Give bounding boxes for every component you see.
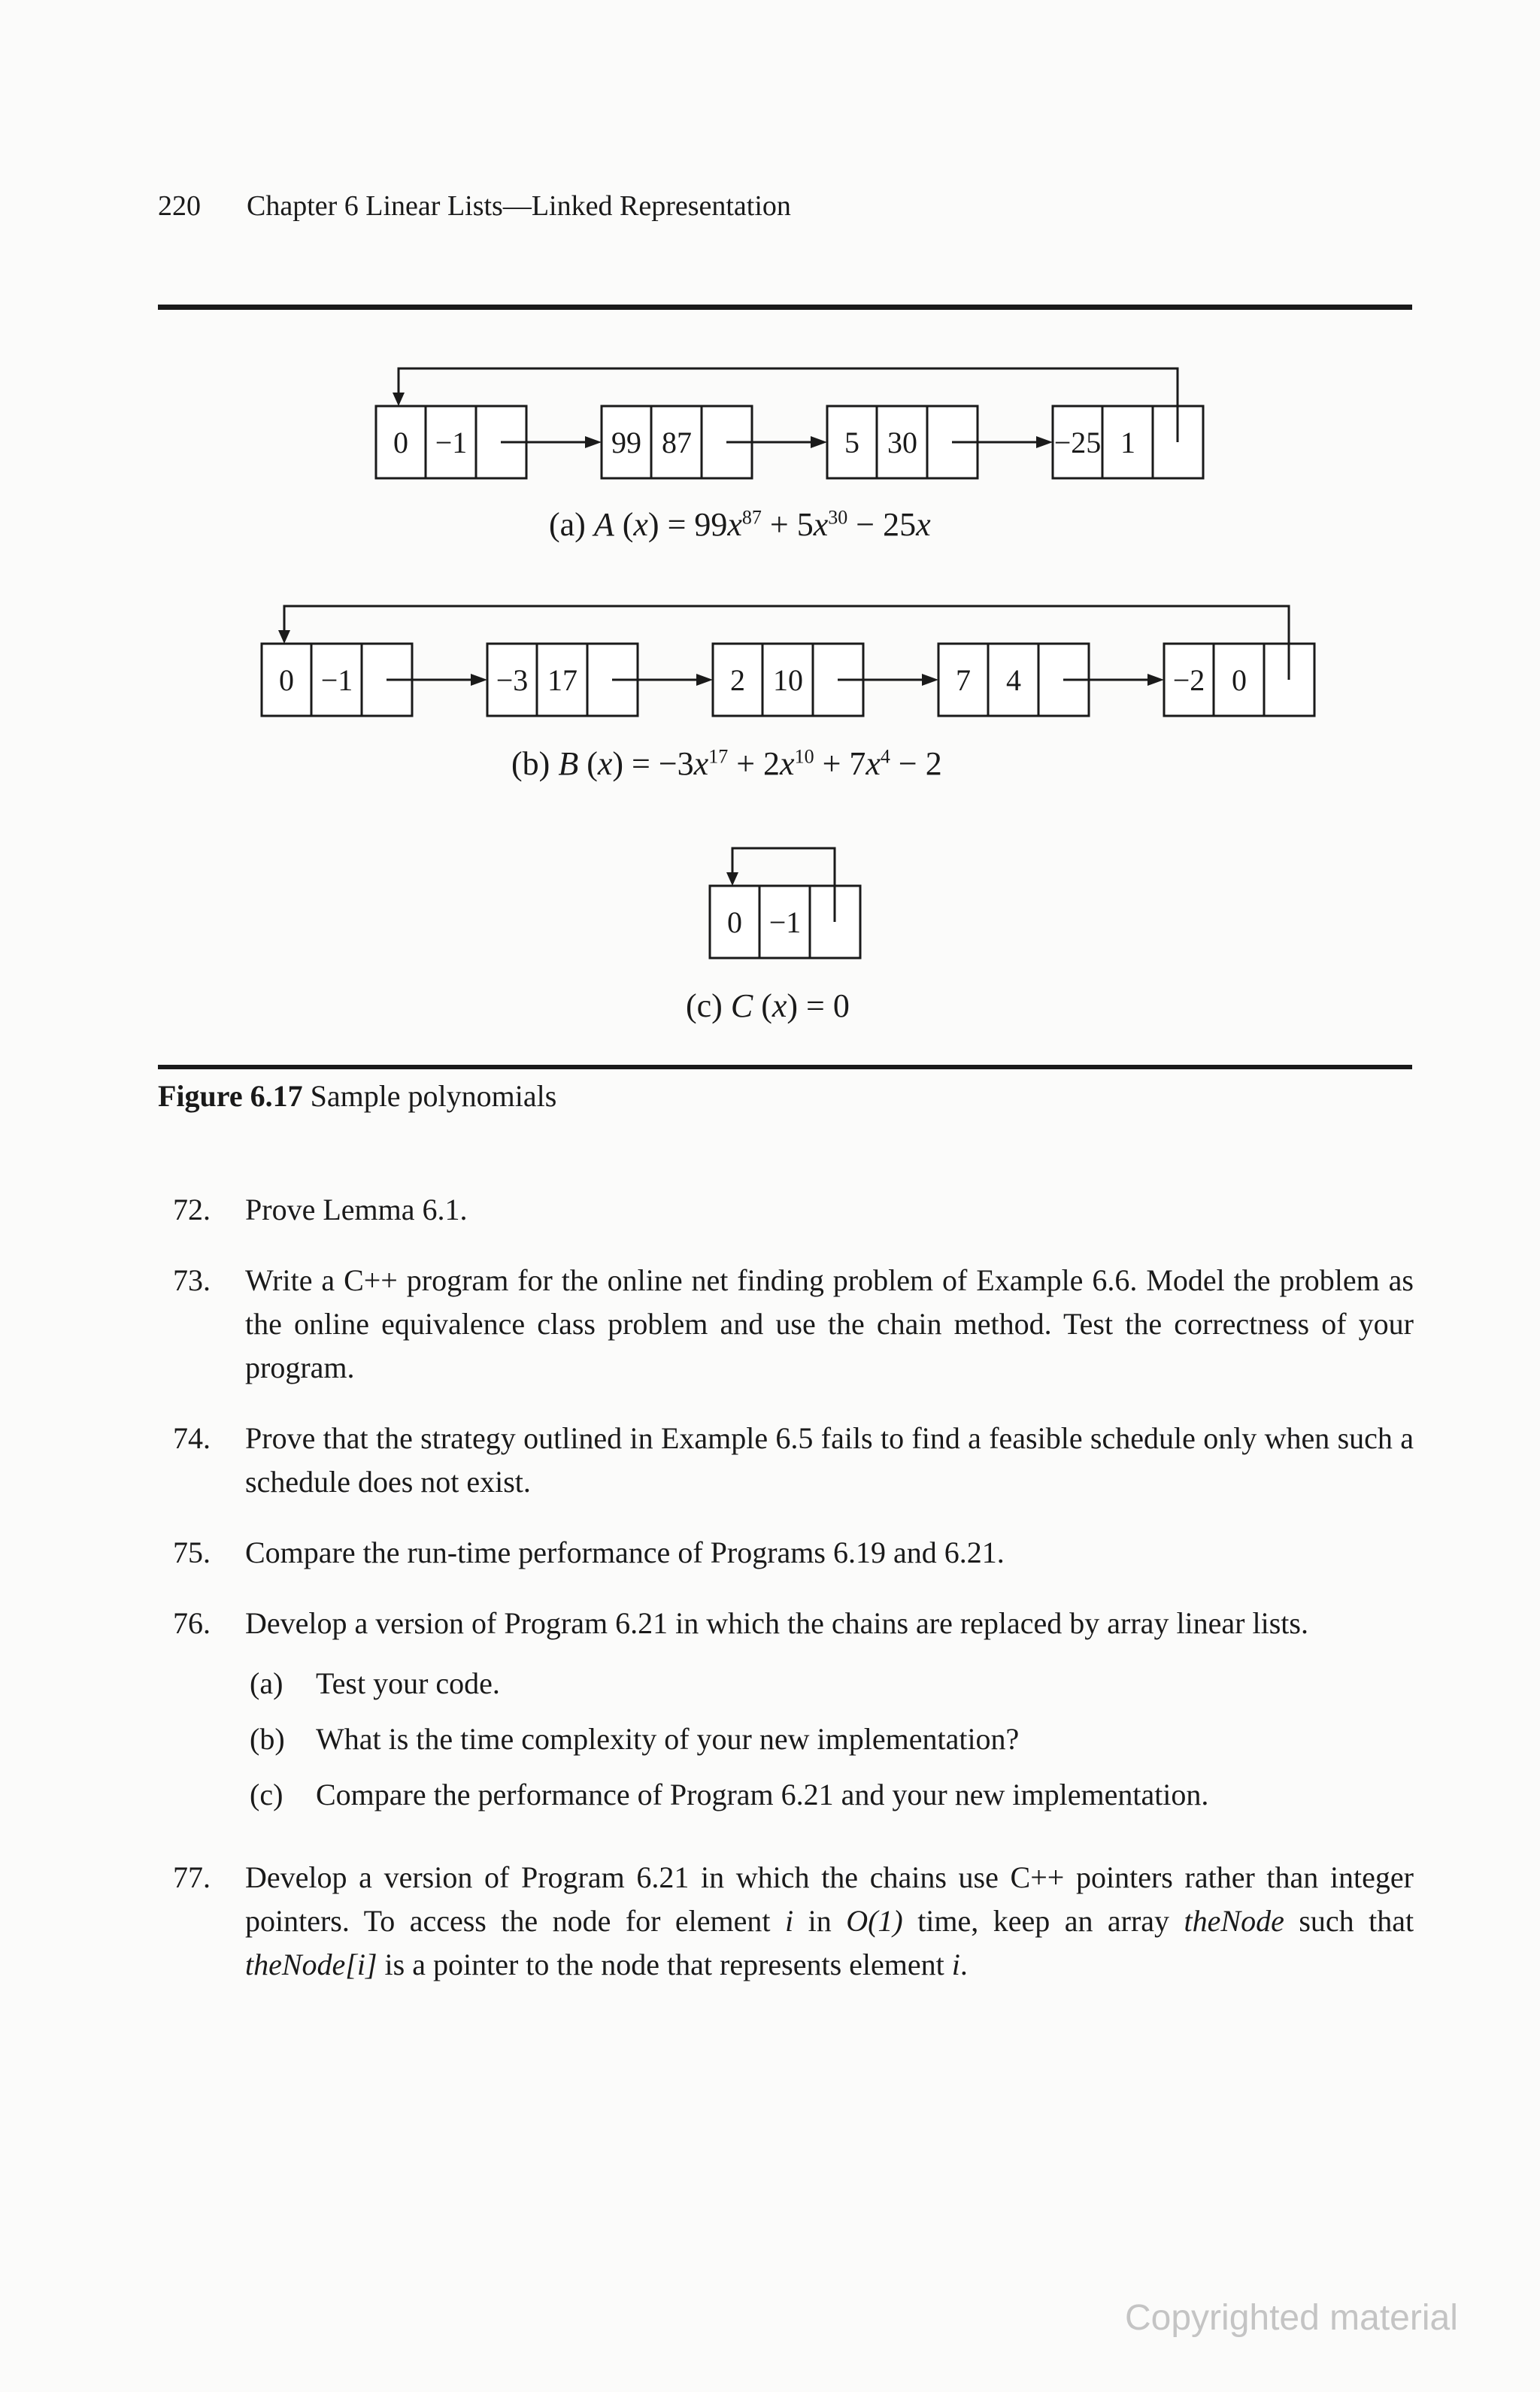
- list-b-node-2-coef: 2: [730, 663, 745, 697]
- caption-c-fn: C: [730, 987, 753, 1024]
- caption-b: (b) B $(x) = -3x^{17} + 2x^{10} + 7x^4 - 2$: [511, 745, 942, 782]
- list-a-node-3-coef: −25: [1053, 426, 1102, 459]
- list-a-node-0-exp: −1: [435, 426, 468, 459]
- list-b: [262, 606, 1314, 716]
- figure-title: Sample polynomials: [310, 1079, 557, 1113]
- caption-b-prefix: (b): [511, 745, 550, 782]
- exercise-76: [173, 1602, 1414, 1829]
- part-label: (c): [250, 1778, 283, 1811]
- figure-bottom-rule: [158, 1065, 1412, 1069]
- running-title: Chapter 6 Linear Lists—Linked Representation: [247, 190, 791, 222]
- exercise-72: [173, 1188, 1414, 1232]
- list-a-node-1-exp: 87: [662, 426, 692, 459]
- exercise-text: Write a C++ program for the online net finding problem of Example 6.6. Model the problem as the online equivalence class problem and use the chain method. Test the correctness of your program.: [245, 1263, 1414, 1384]
- exercise-number: 75.: [173, 1536, 211, 1569]
- exercise-text: Develop a version of Program 6.21 in which the chains use C++ pointers rather than integer pointers. To access the node for element i in O(1) time, keep an array theNode such that theNode[i] is a pointer to the node that represents element i.: [245, 1860, 1414, 1981]
- exercise-part-c: [245, 1773, 1414, 1817]
- list-a-node-0-coef: 0: [393, 426, 408, 459]
- figure-label: Figure 6.17: [158, 1079, 303, 1113]
- caption-c-prefix: (c): [686, 987, 723, 1024]
- list-b-node-2-exp: 10: [773, 663, 803, 697]
- exercise-text: Develop a version of Program 6.21 in which the chains are replaced by array linear lists.: [245, 1606, 1308, 1640]
- copyright-watermark: Copyrighted material: [1125, 2298, 1458, 2338]
- exercise-number: 77.: [173, 1860, 211, 1894]
- exercise-part-a: [245, 1662, 1414, 1705]
- exercise-text: Compare the run-time performance of Programs 6.19 and 6.21.: [245, 1536, 1005, 1569]
- caption-a-prefix: (a): [549, 506, 586, 543]
- list-c-node-0-coef: 0: [727, 905, 742, 939]
- part-text: Compare the performance of Program 6.21 and your new implementation.: [316, 1778, 1209, 1811]
- list-b-node-1-coef: −3: [496, 663, 529, 697]
- exercise-body: [245, 1602, 1414, 1829]
- list-b-node-4-exp: 0: [1232, 663, 1247, 697]
- caption-a: (a) A $(x) = 99x^{87} + 5x^{30} - 25x$: [549, 506, 931, 543]
- caption-b-fn: B: [558, 745, 579, 782]
- figure-caption: [158, 1078, 556, 1114]
- exercise-77: [173, 1856, 1414, 1987]
- exercise-text: Prove Lemma 6.1.: [245, 1193, 468, 1226]
- exercise-text: Prove that the strategy outlined in Example 6.5 fails to find a feasible schedule only when such a schedule does not exist.: [245, 1421, 1414, 1499]
- exercise-number: 72.: [173, 1193, 211, 1226]
- part-label: (b): [250, 1722, 285, 1756]
- list-c-node-0: [710, 886, 860, 958]
- list-b-node-1-exp: 17: [547, 663, 578, 697]
- list-a-node-2-coef: 5: [844, 426, 859, 459]
- exercise-number: 73.: [173, 1263, 211, 1297]
- exercise-part-b: [245, 1717, 1414, 1761]
- caption-a-fn: A: [593, 506, 614, 543]
- exercise-number: 76.: [173, 1606, 211, 1640]
- list-a-node-1-coef: 99: [611, 426, 641, 459]
- list-c: [710, 848, 860, 958]
- list-a-node-2-exp: 30: [887, 426, 917, 459]
- list-a: [376, 368, 1203, 478]
- list-a-node-3: [1053, 406, 1203, 478]
- exercise-75: [173, 1531, 1414, 1575]
- caption-c: (c) C (x) = 0: [686, 987, 850, 1024]
- part-text: Test your code.: [316, 1666, 500, 1700]
- list-b-node-0-coef: 0: [279, 663, 294, 697]
- list-b-node-3-coef: 7: [956, 663, 971, 697]
- page-number: 220: [158, 190, 201, 222]
- exercise-number: 74.: [173, 1421, 211, 1455]
- list-b-node-0-exp: −1: [320, 663, 353, 697]
- part-label: (a): [250, 1666, 283, 1700]
- list-a-node-3-exp: 1: [1120, 426, 1135, 459]
- list-b-node-4: [1164, 644, 1314, 716]
- exercise-73: [173, 1259, 1414, 1390]
- list-c-node-0-exp: −1: [768, 905, 802, 939]
- exercise-list: [173, 1188, 1414, 2014]
- exercise-parts: [245, 1662, 1414, 1817]
- list-b-node-4-coef: −2: [1172, 663, 1205, 697]
- list-b-node-3-exp: 4: [1006, 663, 1021, 697]
- exercise-74: [173, 1417, 1414, 1504]
- part-text: What is the time complexity of your new implementation?: [316, 1722, 1020, 1756]
